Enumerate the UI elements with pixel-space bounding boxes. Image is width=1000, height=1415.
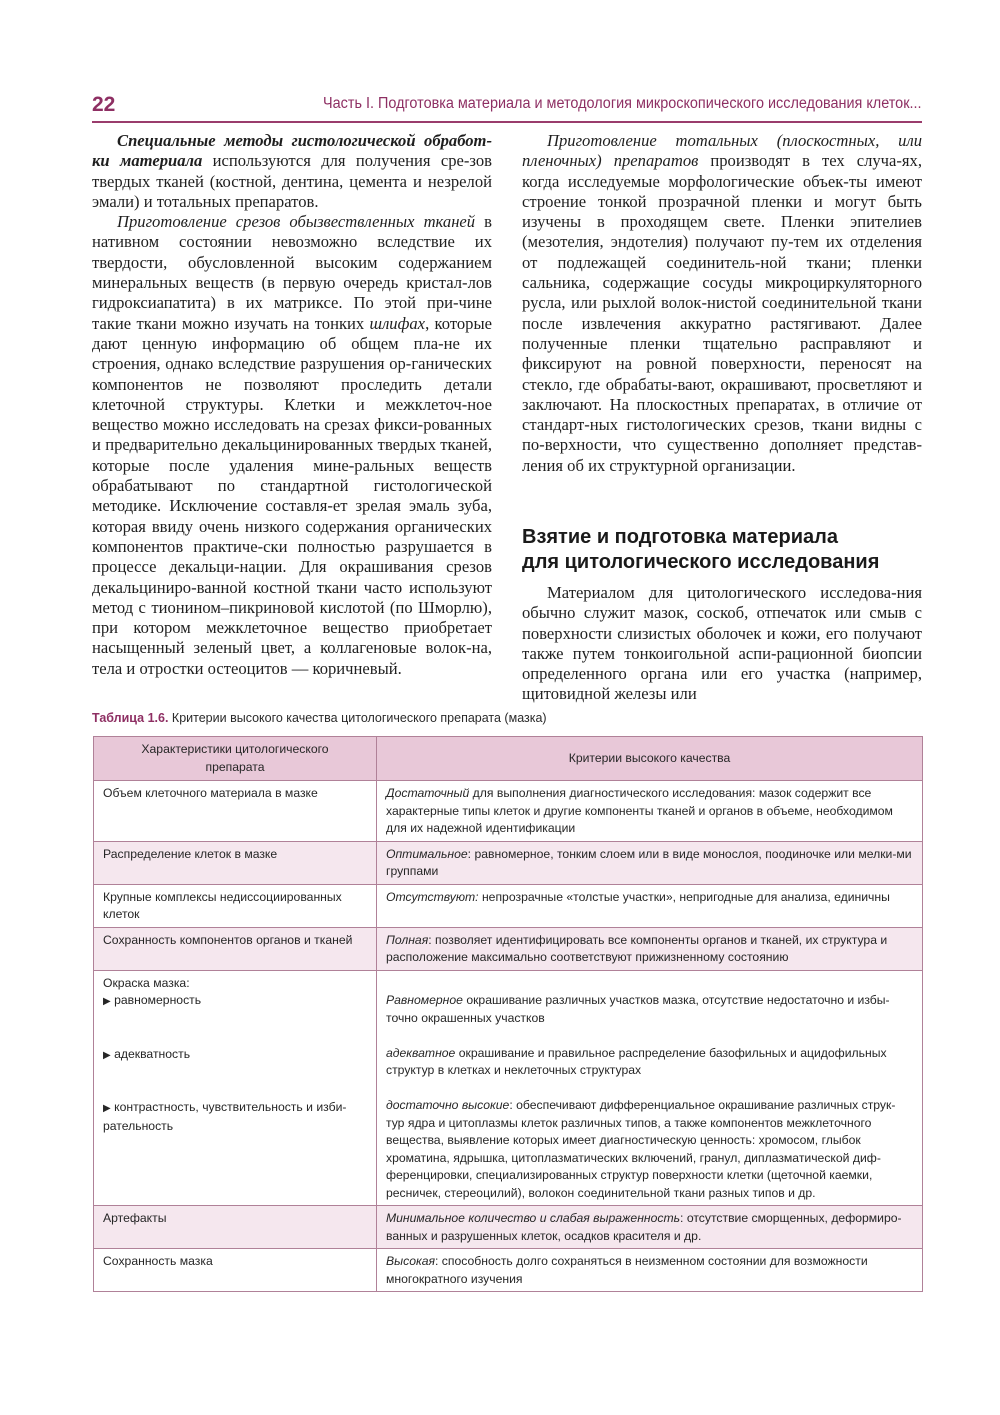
- column-header-characteristics: [94, 737, 377, 781]
- characteristic-cell: Сохранность мазка: [94, 1249, 377, 1292]
- criteria-term: Равномерное: [386, 993, 463, 1007]
- page-number: 22: [92, 93, 116, 116]
- column-header-criteria: Критерии высокого качества: [377, 737, 923, 781]
- triangle-bullet-icon: ▶: [103, 996, 111, 1007]
- paragraph-text: используются для получения сре-зов твердых тканей (костной, дентина, цемента и незрелой эмали) и тотальных препаратов.: [92, 151, 492, 211]
- header-line: препарата: [205, 759, 265, 774]
- criteria-term: Минимальное количество и слабая выраженность: [386, 1211, 681, 1225]
- table-row: [94, 841, 923, 884]
- table-header-row: [94, 737, 923, 781]
- section-heading-line: для цитологического исследования: [522, 551, 880, 573]
- table-row: [94, 1249, 923, 1292]
- sub-label: адекватность: [114, 1046, 191, 1061]
- criteria-text: непрозрачные «толстые участки», непригодные для анализа, единичны: [478, 889, 890, 904]
- page-header: [92, 93, 922, 121]
- term-thin-sections: шлифах: [369, 313, 426, 333]
- section-heading: [522, 525, 922, 575]
- characteristic-cell: Объем клеточного материала в мазке: [94, 781, 377, 842]
- criteria-text: : отсутствие сморщенных, деформиро-ванных и разрушенных клеток, осадков красителя и др.: [386, 1211, 902, 1243]
- criteria-term: Высокая: [386, 1254, 436, 1268]
- criteria-text: окрашивание и правильное распределение базофильных и ацидофильных структур в клетках и неклеточных структурах: [386, 1045, 887, 1077]
- criteria-uniformity: [386, 992, 913, 1027]
- characteristic-cell: Сохранность компонентов органов и тканей: [94, 927, 377, 970]
- triangle-bullet-icon: ▶: [103, 1049, 111, 1061]
- criteria-text: : обеспечивают дифференциальное окрашивание различных струк-тур ядра и цитоплазмы клеток различных типов, а также компонентов межклеточного вещества, выявление которых имеет диагностическую ценность: хромосом, глыбок хроматина, ядрышка, цитоплазматических включений, гранул, диплазматической диф-ференцировки, специализированных структур поверхности клетки (щеточной каемки, ресничек, стереоцилий), волокон соединительной ткани разных типов и др.: [386, 1098, 896, 1200]
- criteria-cell: [377, 884, 923, 927]
- criteria-cell: [377, 1206, 923, 1249]
- header-line: Характеристики цитологического: [141, 742, 329, 756]
- sub-label: контрастность, чувствительность и изби-рательность: [103, 1100, 347, 1133]
- paragraph-special-methods: [92, 131, 492, 212]
- paragraph-text: , которые дают ценную информацию об общем пла-не их строения, однако вследствие разрушения ор-ганических компонентов не позволяют проследить детали клеточной структуры. Клетки и межклеточ-ное вещество можно исследовать на срезах фикси-рованных и предварительно декальцинированных твердых тканей, которые после удаления мине-ральных веществ обрабатывают по стандартной гистологической методике. Исключение составля-ет зрелая эмаль зуба, которая ввиду очень низкого содержания органических компонентов практиче-ски полностью разрушается в процессе декальци-нации. Для окрашивания срезов декальциниро-ванной костной ткани часто используют метод с тионином–пикриновой кислотой (по Шморлю), при котором межклеточное вещество приобретает насыщенный зеленый цвет, а коллагеновые волок-на, тела и отростки остеоцитов — коричневый.: [92, 313, 492, 678]
- criteria-adequacy: [386, 1045, 913, 1080]
- sub-label: равномерность: [114, 993, 202, 1007]
- table-caption: [92, 711, 922, 725]
- table-title: Критерии высокого качества цитологического препарата (мазка): [171, 711, 547, 725]
- running-title: Часть I. Подготовка материала и методология микроскопического исследования клеток...: [323, 95, 922, 112]
- table-row-staining: [94, 970, 923, 1206]
- criteria-cell: [377, 781, 923, 842]
- criteria-text: : позволяет идентифицировать все компоненты органов и тканей, их структура и расположение максимально соответствуют прижизненному состоянию: [386, 932, 888, 964]
- criteria-term: Достаточный: [386, 786, 470, 800]
- characteristic-cell: Крупные комплексы недиссоциированных клеток: [94, 884, 377, 927]
- left-column: [92, 131, 492, 679]
- triangle-bullet-icon: ▶: [103, 1103, 111, 1114]
- header-rule: [92, 121, 922, 123]
- paragraph-whole-mounts: [522, 131, 922, 476]
- criteria-cell: [377, 927, 923, 970]
- staining-sub-uniformity: [103, 992, 367, 1011]
- characteristic-cell: Распределение клеток в мазке: [94, 841, 377, 884]
- criteria-table: [93, 736, 923, 1292]
- table-row: [94, 927, 923, 970]
- table-row: [94, 781, 923, 842]
- right-column-continued: [522, 583, 922, 705]
- paragraph-text: производят в тех случа-ях, когда исследуемые морфологические объек-ты имеют строение тонкой прозрачной пленки и могут быть изучены в проходящем свете. Пленки эпителиев (мезотелия, эндотелия) получают пу-тем их отделения от подлежащей соединитель-ной ткани; пленки сальника, содержащие сосуды микроциркуляторного русла, или рыхлой волок-нистой соединительной ткани после извлечения аккуратно растягивают. Далее полученные пленки тщательно расправляют и фиксируют на ровной поверхности, переносят на стекло, где обрабаты-вают, окрашивают, просветляют и заключают. На плоскостных препаратах, в отличие от стандарт-ных гистологических срезов, ткани видны с по-верхности, что существенно дополняет представ-ления об их структурной организации.: [522, 151, 922, 475]
- right-column: [522, 131, 922, 476]
- criteria-text: окрашивание различных участков мазка, отсутствие недостаточно и избы-точно окрашенных участков: [386, 993, 890, 1025]
- criteria-term: достаточно высокие: [386, 1098, 510, 1112]
- characteristic-cell: Артефакты: [94, 1206, 377, 1249]
- characteristic-cell: [94, 970, 377, 1206]
- section-heading-line: Взятие и подготовка материала: [522, 526, 838, 548]
- table-row: [94, 884, 923, 927]
- criteria-text: : способность долго сохраняться в неизменном состоянии для возможности многократного изучения: [386, 1254, 868, 1286]
- staining-sub-adequacy: [103, 1046, 367, 1065]
- paragraph-calcified-tissues: [92, 212, 492, 679]
- term-calcified-sections: Приготовление срезов обызвествленных тканей: [117, 212, 476, 232]
- criteria-term: Отсутствуют:: [386, 889, 479, 904]
- paragraph-cytology-material: Материалом для цитологического исследова-ния обычно служит мазок, соскоб, отпечаток или смыв с поверхности слизистых оболочек и кожи, его получают также путем тонкоигольной аспи-рационной биопсии определенного органа или его участка (например, щитовидной железы или: [522, 583, 922, 704]
- criteria-text: для выполнения диагностического исследования: мазок содержит все характерные типы клеток и другие компоненты тканей и органов в объеме, необходимом для их надежной идентификации: [386, 786, 893, 835]
- table-label: Таблица 1.6.: [92, 711, 169, 725]
- criteria-cell: [377, 970, 923, 1206]
- term-special-methods: Специальные методы гистологической обработ-ки материала: [92, 131, 492, 171]
- staining-sub-contrast: [103, 1099, 367, 1135]
- criteria-term: Полная: [386, 932, 429, 947]
- criteria-cell: [377, 1249, 923, 1292]
- staining-title: Окраска мазка:: [103, 975, 190, 990]
- paragraph-text: в нативном состоянии невозможно вследствие их твердости, обусловленной высоким содержанием минеральных веществ (в первую очередь кристал-лов гидроксиапатита) в их матриксе. По этой при-чине такие ткани можно изучать на тонких: [92, 212, 493, 333]
- criteria-term: адекватное: [386, 1045, 456, 1060]
- criteria-text: : равномерное, тонким слоем или в виде монослоя, поодиночке или мелки-ми группами: [386, 846, 912, 878]
- criteria-cell: [377, 841, 923, 884]
- term-whole-mounts: Приготовление тотальных (плоскостных, или пленочных) препаратов: [522, 131, 922, 171]
- criteria-term: Оптимальное: [386, 846, 468, 861]
- criteria-contrast: [386, 1097, 913, 1202]
- table-row: [94, 1206, 923, 1249]
